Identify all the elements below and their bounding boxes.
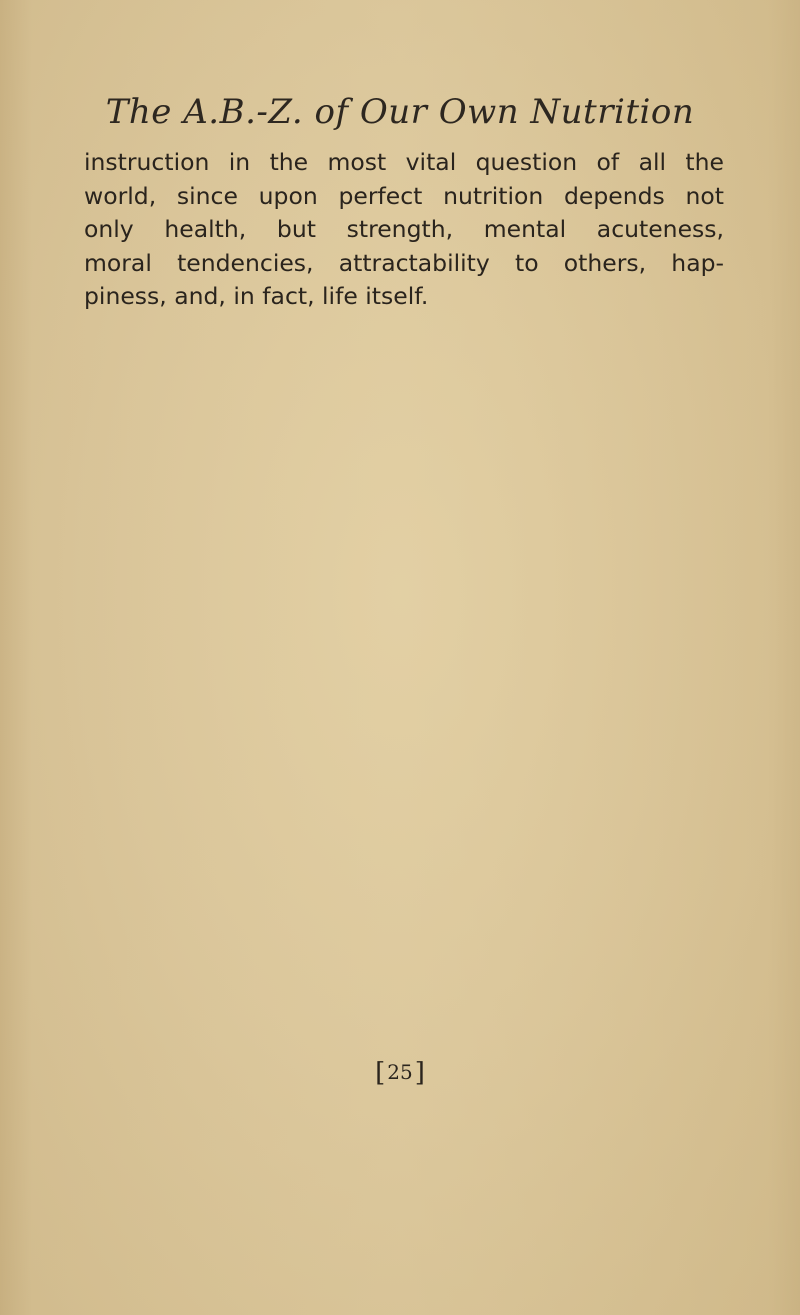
page-number xyxy=(0,1058,800,1088)
text-line: piness, and, in fact, life itself. xyxy=(84,282,429,310)
text-line: instruction in the most vital question of all the xyxy=(84,148,724,176)
body-paragraph xyxy=(84,146,724,314)
page-number-open-bracket: [ xyxy=(375,1058,386,1088)
text-line: moral tendencies, attractability to others, hap- xyxy=(84,248,724,277)
text-line: only health, but strength, mental acuteness, xyxy=(84,215,724,243)
running-head: The A.B.-Z. of Our Own Nutrition xyxy=(105,92,695,132)
page-number-close-bracket: ] xyxy=(414,1058,425,1088)
page-number-value: 25 xyxy=(387,1060,413,1084)
text-line: world, since upon perfect nutrition depends not xyxy=(84,181,724,210)
